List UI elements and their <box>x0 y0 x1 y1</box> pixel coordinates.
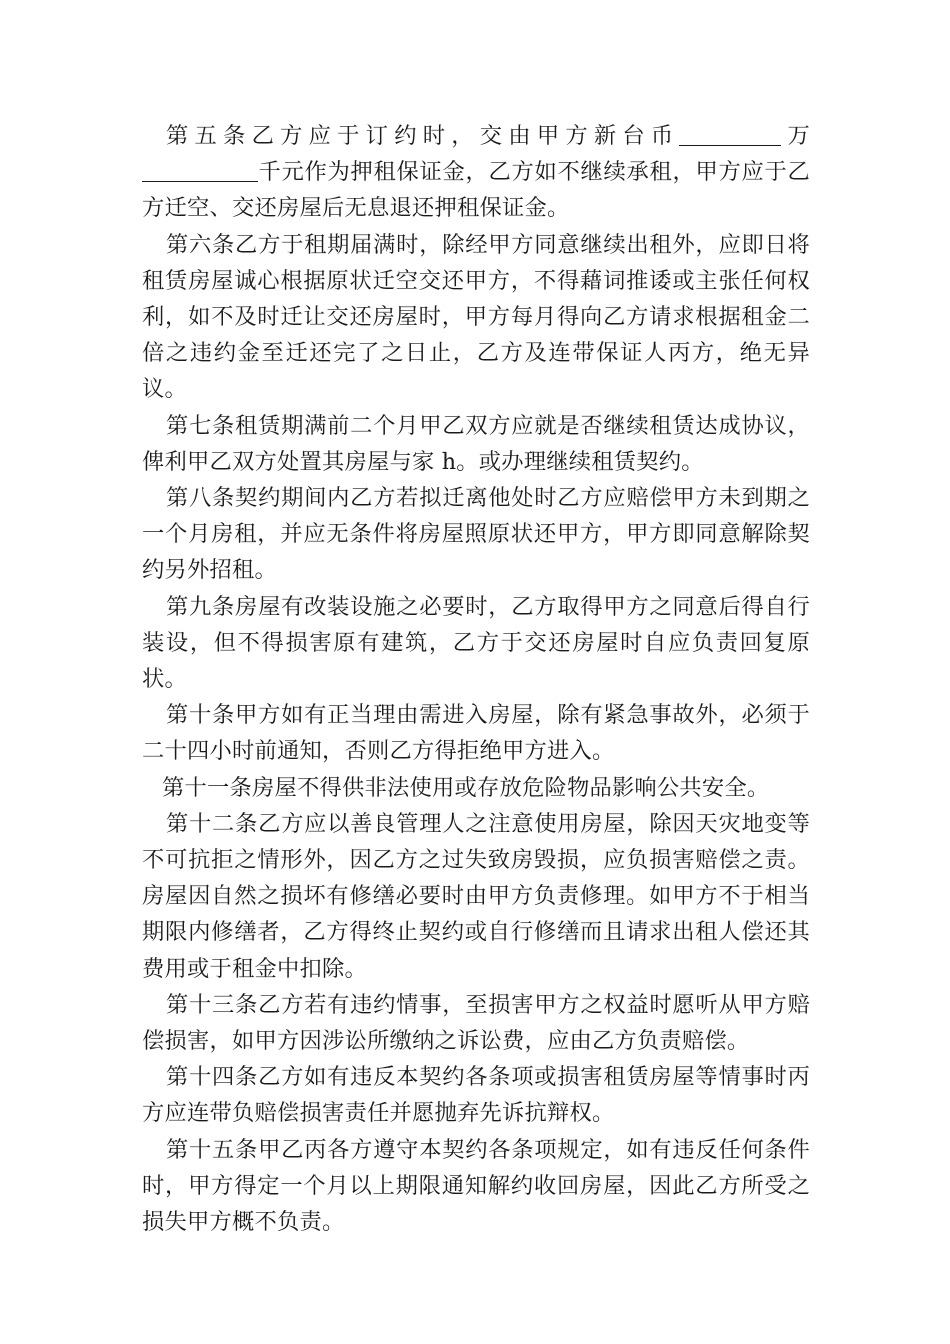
clause-5-text-2: 万 <box>781 123 810 149</box>
clause-12: 第十二条乙方应以善良管理人之注意使用房屋，除因天灾地变等不可抗拒之情形外，因乙方之过失致房毁损，应负损害赔偿之责。房屋因自然之损坏有修缮必要时由甲方负责修理。如甲方不于相当期限内修缮者，乙方得终止契约或自行修缮而且请求出租人偿还其费用或于租金中扣除。 <box>142 810 810 982</box>
amount-blank-qian <box>142 159 258 182</box>
clause-6: 第六条乙方于租期届满时，除经甲方同意继续出租外，应即日将租赁房屋诚心根据原状迁空交还甲方，不得藉词推诿或主张任何权利，如不及时迁让交还房屋时，甲方每月得向乙方请求根据租金二倍之违约金至迁还完了之日止，乙方及连带保证人丙方，绝无异议。 <box>142 231 810 403</box>
clause-7: 第七条租赁期满前二个月甲乙双方应就是否继续租赁达成协议，俾利甲乙双方处置其房屋与家 h。或办理继续租赁契约。 <box>142 412 810 475</box>
clause-8: 第八条契约期间内乙方若拟迁离他处时乙方应赔偿甲方未到期之一个月房租，并应无条件将房屋照原状还甲方，甲方即同意解除契约另外招租。 <box>142 485 810 584</box>
clause-14: 第十四条乙方如有违反本契约各条项或损害租赁房屋等情事时丙方应连带负赔偿损害责任并愿抛弃先诉抗辩权。 <box>142 1064 810 1127</box>
clause-5-text-3: 千元作为押租保证金，乙方如不继续承租，甲方应于乙方迁空、交还房屋后无息退还押租保证金。 <box>142 159 810 222</box>
amount-blank-wan <box>679 123 781 146</box>
clause-5 <box>142 118 810 227</box>
clause-5-text-1: 第五条乙方应于订约时，交由甲方新台币 <box>166 123 680 149</box>
clause-9: 第九条房屋有改装设施之必要时，乙方取得甲方之同意后得自行装设，但不得损害原有建筑，乙方于交还房屋时自应负责回复原状。 <box>142 593 810 693</box>
document-body <box>142 118 810 1240</box>
clause-11: 第十一条房屋不得供非法使用或存放危险物品影响公共安全。 <box>162 774 770 801</box>
clause-15: 第十五条甲乙丙各方遵守本契约各条项规定，如有违反任何条件时，甲方得定一个月以上期限通知解约收回房屋，因此乙方所受之损失甲方概不负责。 <box>142 1136 810 1236</box>
clause-13: 第十三条乙方若有违约情事，至损害甲方之权益时愿听从甲方赔偿损害，如甲方因涉讼所缴纳之诉讼费，应由乙方负责赔偿。 <box>142 991 810 1055</box>
clause-10: 第十条甲方如有正当理由需进入房屋，除有紧急事故外，必须于二十四小时前通知，否则乙方得拒绝甲方进入。 <box>142 702 810 765</box>
